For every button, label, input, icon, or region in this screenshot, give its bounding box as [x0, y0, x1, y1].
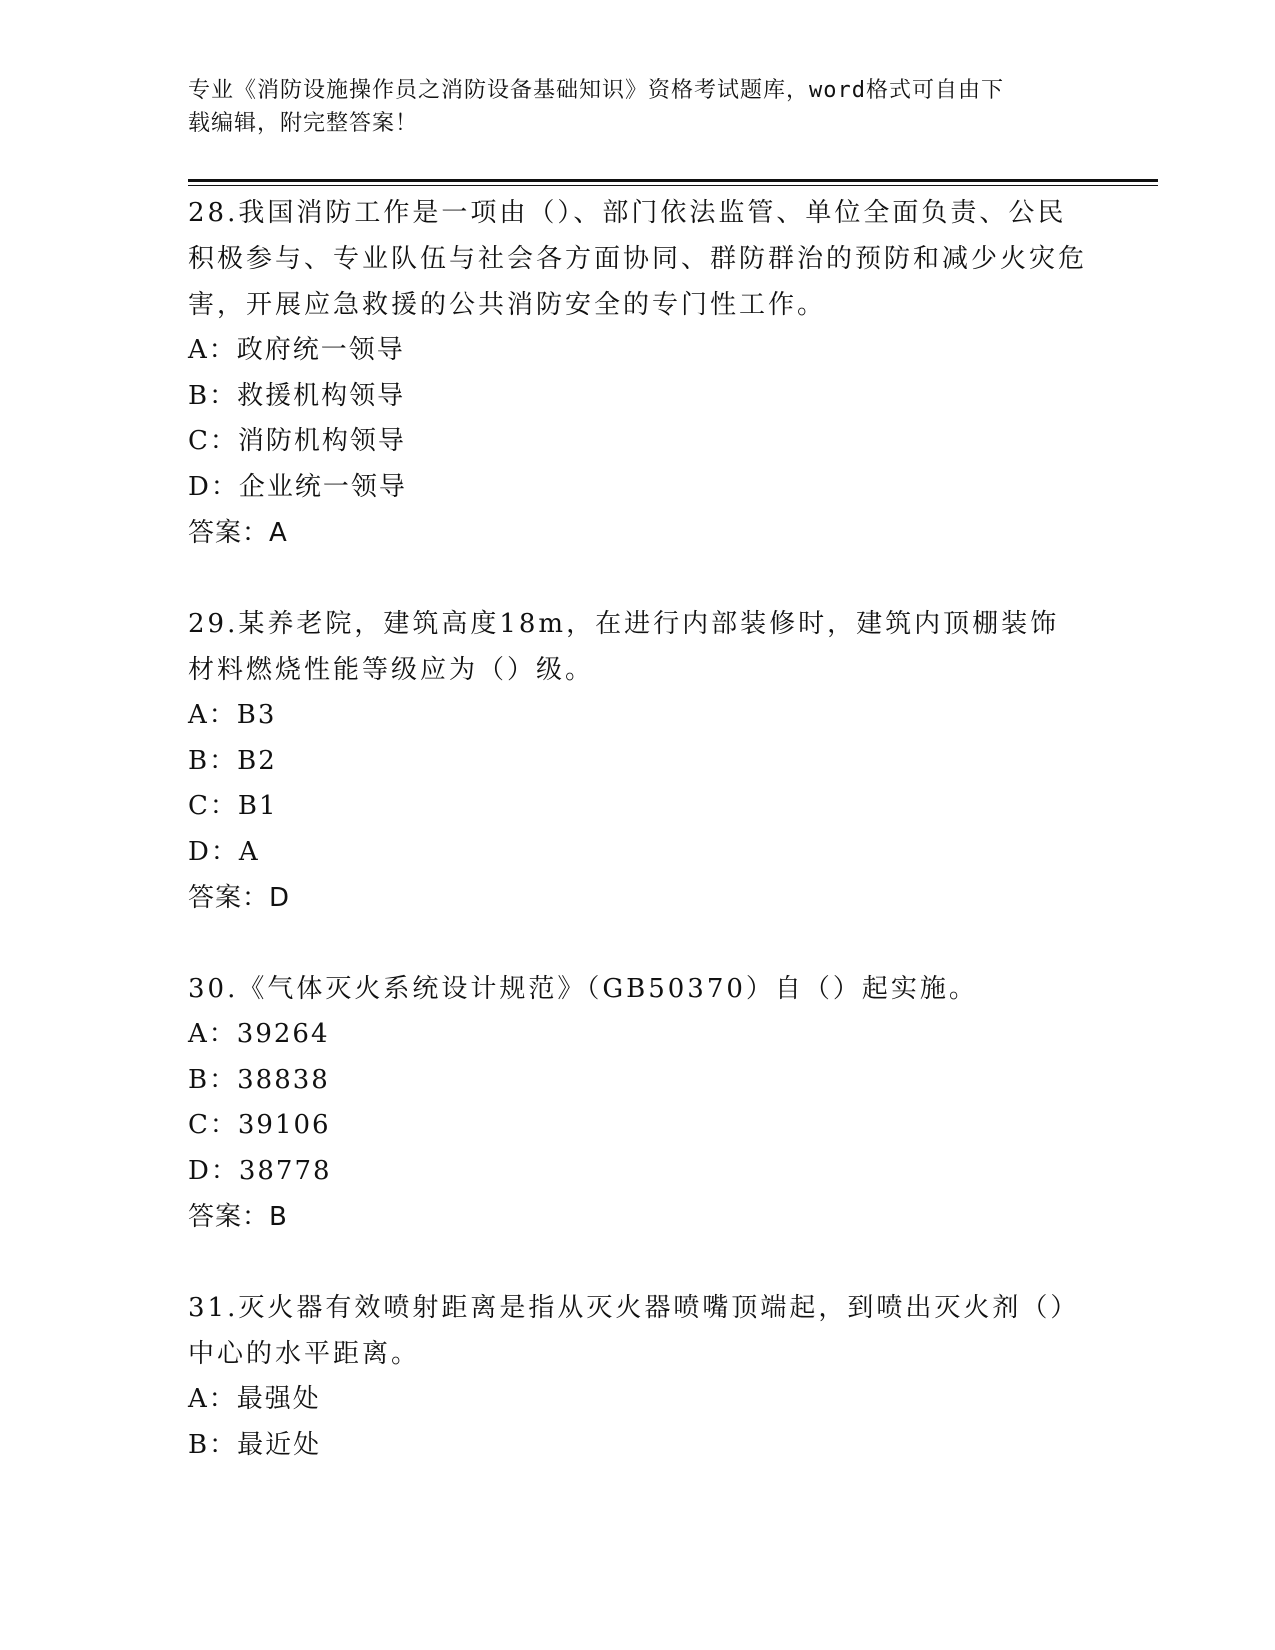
header-line-1: 专业《消防设施操作员之消防设备基础知识》资格考试题库，word格式可自由下 — [188, 78, 1004, 103]
option-a: A：B3 — [188, 700, 277, 730]
option-d: D：企业统一领导 — [188, 471, 407, 502]
option-a: A：政府统一领导 — [188, 335, 405, 365]
question-spacer — [188, 556, 1088, 601]
option-a: A：39264 — [188, 1019, 330, 1049]
document-header — [188, 74, 1068, 140]
answer-line: 答案：D — [188, 883, 291, 913]
option-d: D：A — [188, 836, 260, 867]
question-stem: 28.我国消防工作是一项由（）、部门依法监管、单位全面负责、公民积极参与、专业队伍与社会各方面协同、群防群治的预防和减少火灾危害，开展应急救援的公共消防安全的专门性工作。 — [188, 198, 1088, 320]
option-b: B：最近处 — [188, 1429, 322, 1460]
header-divider-thick — [188, 179, 1158, 182]
question-29 — [188, 601, 1088, 921]
question-list — [188, 190, 1088, 1468]
option-b: B：38838 — [188, 1064, 330, 1095]
question-30 — [188, 966, 1088, 1240]
answer-line: 答案：A — [188, 518, 288, 548]
option-c: C：39106 — [188, 1110, 331, 1140]
question-spacer — [188, 921, 1088, 966]
question-28 — [188, 190, 1088, 556]
question-stem: 30.《气体灭火系统设计规范》（GB50370）自（）起实施。 — [188, 974, 978, 1004]
answer-line: 答案：B — [188, 1202, 288, 1232]
question-stem: 31.灭火器有效喷射距离是指从灭火器喷嘴顶端起，到喷出灭火剂（）中心的水平距离。 — [188, 1293, 1080, 1369]
option-b: B：救援机构领导 — [188, 380, 406, 411]
header-divider-thin — [188, 185, 1158, 186]
option-d: D：38778 — [188, 1155, 332, 1186]
option-c: C：消防机构领导 — [188, 426, 406, 456]
question-spacer — [188, 1240, 1088, 1285]
option-a: A：最强处 — [188, 1384, 321, 1414]
question-stem: 29.某养老院，建筑高度18m，在进行内部装修时，建筑内顶棚装饰材料燃烧性能等级应为（）级。 — [188, 609, 1060, 685]
option-b: B：B2 — [188, 745, 277, 776]
question-31 — [188, 1285, 1088, 1468]
header-line-2: 载编辑，附完整答案！ — [188, 111, 419, 136]
option-c: C：B1 — [188, 791, 278, 821]
